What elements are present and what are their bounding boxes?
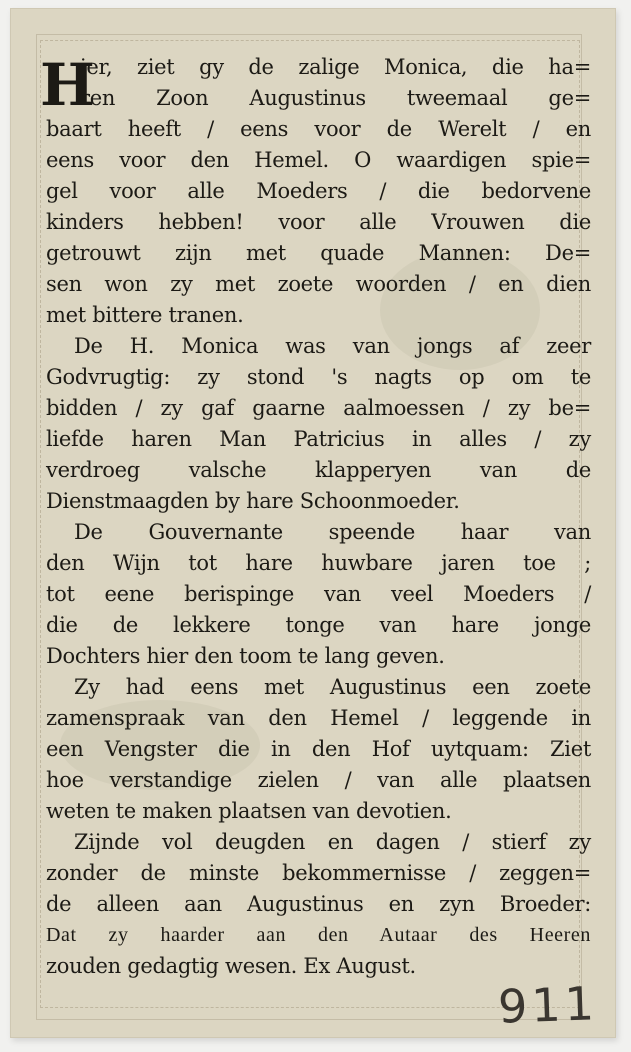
text-line: Zijnde vol deugden en dagen / stierf zy: [74, 830, 591, 854]
text-line: gel voor alle Moeders / die bedorvene: [46, 179, 591, 203]
text-line: Zy had eens met Augustinus een zoete: [74, 675, 591, 699]
text-line: hoe verstandige zielen / van alle plaatsen: [46, 768, 591, 792]
handwritten-number: 911: [497, 976, 599, 1034]
text-line: ren Zoon Augustinus tweemaal ge=: [80, 86, 591, 110]
text-line: Dochters hier den toom te lang geven.: [46, 644, 445, 668]
text-line: zouden gedagtig wesen. Ex August.: [46, 954, 416, 978]
text-line: bidden / zy gaf gaarne aalmoessen / zy be=: [46, 396, 591, 420]
text-line: den Wijn tot hare huwbare jaren toe ;: [46, 551, 591, 575]
text-line: Dat zy haarder aan den Autaar des Heeren: [46, 924, 591, 946]
text-line: verdroeg valsche klapperyen van de: [46, 458, 591, 482]
text-line: eens voor den Hemel. O waardigen spie=: [46, 148, 591, 172]
text-line: zonder de minste bekommernisse / zeggen=: [46, 861, 591, 885]
text-line: met bittere tranen.: [46, 303, 244, 327]
text-line: baart heeft / eens voor de Werelt / en: [46, 117, 591, 141]
drop-capital: H: [40, 51, 95, 119]
text-line: De Gouvernante speende haar van: [74, 520, 591, 544]
text-line: sen won zy met zoete woorden / en dien: [46, 272, 591, 296]
text-line: de alleen aan Augustinus en zyn Broeder:: [46, 892, 591, 916]
text-line: ier, ziet gy de zalige Monica, die ha=: [80, 55, 591, 79]
text-line: tot eene berispinge van veel Moeders /: [46, 582, 591, 606]
text-line: weten te maken plaatsen van devotien.: [46, 799, 452, 823]
text-line: De H. Monica was van jongs af zeer: [74, 334, 591, 358]
text-line: zamenspraak van den Hemel / leggende in: [46, 706, 591, 730]
document-text: [40, 51, 591, 982]
text-line: getrouwt zijn met quade Mannen: De=: [46, 241, 591, 265]
text-line: die de lekkere tonge van hare jonge: [46, 613, 591, 637]
text-line: een Vengster die in den Hof uytquam: Ziet: [46, 737, 591, 761]
text-line: Dienstmaagden by hare Schoonmoeder.: [46, 489, 460, 513]
text-line: kinders hebben! voor alle Vrouwen die: [46, 210, 591, 234]
text-line: Godvrugtig: zy stond 's nagts op om te: [46, 365, 591, 389]
text-line: liefde haren Man Patricius in alles / zy: [46, 427, 591, 451]
